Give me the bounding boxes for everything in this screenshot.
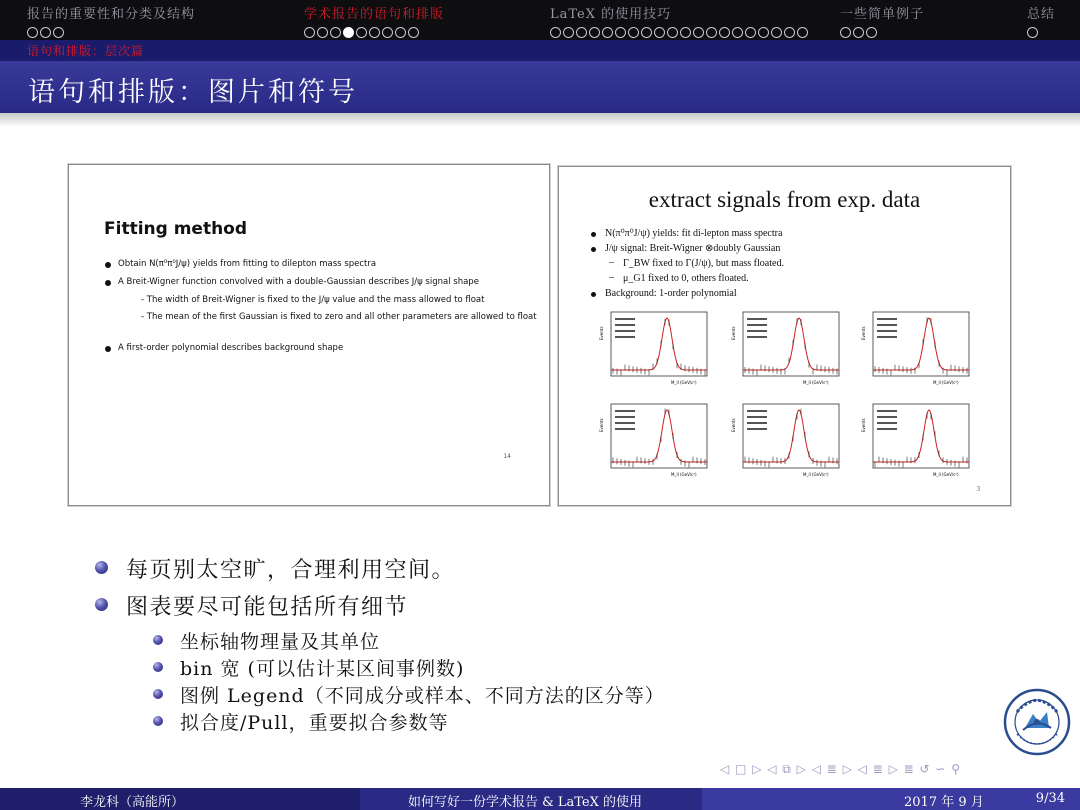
bullet-ball-icon: [153, 716, 163, 726]
fit-plot: [599, 310, 711, 388]
legend-line: [615, 422, 635, 424]
footer-right: [702, 788, 1080, 810]
nav-dot[interactable]: [408, 27, 419, 38]
plot-frame: [873, 404, 969, 468]
footer-author: 李龙科（高能所）: [0, 788, 360, 810]
slide-page-number: 3: [976, 485, 980, 493]
nav-section-title[interactable]: 一些简单例子: [840, 7, 925, 22]
legend-line: [877, 330, 897, 332]
bullet-item: [95, 590, 665, 627]
nav-dot[interactable]: [667, 27, 678, 38]
footer-title: 如何写好一份学术报告 & LaTeX 的使用: [360, 788, 702, 810]
legend-line: [877, 336, 897, 338]
legend-line: [747, 422, 767, 424]
embedded-slide-extract-signals: [558, 166, 1011, 506]
nav-dot[interactable]: [1027, 27, 1038, 38]
slide-subbullet: – μ_G1 fixed to 0, others floated.: [589, 273, 784, 288]
nav-dot[interactable]: [576, 27, 587, 38]
nav-dot[interactable]: [654, 27, 665, 38]
fit-plot: [599, 402, 711, 480]
legend-line: [877, 416, 897, 418]
legend-line: [747, 318, 767, 320]
sub-bullet-item: [95, 681, 665, 708]
x-axis-label: M_ll (GeV/c²): [671, 380, 697, 385]
nav-dots: [550, 27, 808, 39]
y-axis-label: Events: [731, 418, 736, 432]
nav-dot[interactable]: [719, 27, 730, 38]
nav-dots: [840, 27, 924, 39]
plot-frame: [611, 312, 707, 376]
x-axis-label: M_ll (GeV/c²): [933, 472, 959, 477]
plot-frame: [611, 404, 707, 468]
institute-seal-logo: [1003, 688, 1071, 756]
nav-dot[interactable]: [304, 27, 315, 38]
slide-title: extract signals from exp. data: [648, 187, 921, 212]
bullet-ball-icon: [153, 635, 163, 645]
footer-page-number: 9/34: [1035, 791, 1065, 806]
nav-dot[interactable]: [866, 27, 877, 38]
x-axis-label: M_ll (GeV/c²): [671, 472, 697, 477]
title-shadow: [0, 113, 1080, 127]
nav-section-2[interactable]: [304, 3, 444, 37]
nav-dot[interactable]: [706, 27, 717, 38]
legend-line: [747, 336, 767, 338]
bullet-text: 拟合度/Pull，重要拟合参数等: [180, 712, 449, 734]
fit-plot: [861, 310, 973, 388]
x-axis-label: M_ll (GeV/c²): [803, 380, 829, 385]
slide-subbullet: – Γ_BW fixed to Γ(J/ψ), but mass floated.: [589, 258, 784, 273]
legend-line: [615, 416, 635, 418]
legend-line: [877, 422, 897, 424]
footer: [0, 788, 1080, 810]
y-axis-label: Events: [599, 418, 604, 432]
slide-title: Fitting method: [104, 219, 248, 239]
nav-dot[interactable]: [758, 27, 769, 38]
bullet-text: 图表要尽可能包括所有细节: [126, 595, 409, 620]
legend-line: [747, 416, 767, 418]
slide-bullet: Background: 1-order polynomial: [589, 288, 784, 303]
nav-section-title[interactable]: 报告的重要性和分类及结构: [27, 7, 196, 22]
nav-dot-current[interactable]: [343, 27, 354, 38]
fit-plot: [731, 402, 843, 480]
x-axis-label: M_ll (GeV/c²): [933, 380, 959, 385]
nav-dot[interactable]: [784, 27, 795, 38]
plot-frame: [743, 312, 839, 376]
legend-line: [747, 428, 767, 430]
nav-dot[interactable]: [602, 27, 613, 38]
legend-line: [747, 330, 767, 332]
legend-line: [877, 428, 897, 430]
nav-dot[interactable]: [317, 27, 328, 38]
slide-bullet-list: [105, 259, 537, 361]
sub-bullet-item: [95, 654, 665, 681]
nav-dots: [27, 27, 195, 39]
bullet-text: bin 宽 (可以估计某区间事例数): [180, 658, 465, 680]
nav-dot[interactable]: [771, 27, 782, 38]
embedded-slide-fitting-method: [68, 164, 550, 506]
nav-dot[interactable]: [680, 27, 691, 38]
slide-page-number: 14: [503, 453, 511, 460]
footer-date: 2017 年 9 月: [904, 795, 984, 810]
plot-frame: [873, 312, 969, 376]
slide-bullet: N(π⁰π⁰J/ψ) yields: fit di-lepton mass spectra: [589, 228, 784, 243]
legend-line: [877, 410, 897, 412]
bullet-item: [95, 553, 665, 590]
nav-section-5[interactable]: [1027, 3, 1055, 37]
main-bullet-list: [95, 553, 665, 735]
nav-dot[interactable]: [693, 27, 704, 38]
frame-title: 语句和排版：图片和符号: [28, 77, 358, 108]
slide-bullet: A first-order polynomial describes background shape: [105, 343, 537, 361]
nav-dot[interactable]: [797, 27, 808, 38]
nav-dot[interactable]: [356, 27, 367, 38]
section-navigation: [0, 0, 1080, 40]
nav-dot[interactable]: [382, 27, 393, 38]
bullet-ball-icon: [153, 689, 163, 699]
nav-dot[interactable]: [369, 27, 380, 38]
nav-dot[interactable]: [641, 27, 652, 38]
nav-dot[interactable]: [550, 27, 561, 38]
legend-line: [615, 324, 635, 326]
legend-line: [615, 330, 635, 332]
nav-dots: [304, 27, 444, 39]
subsection-title[interactable]: 语句和排版：层次篇: [27, 44, 145, 58]
slide-bullet: J/ψ signal: Breit-Wigner ⊗doubly Gaussian: [589, 243, 784, 258]
bullet-ball-icon: [95, 561, 108, 574]
nav-section-4[interactable]: [840, 3, 924, 37]
nav-dot[interactable]: [395, 27, 406, 38]
legend-line: [877, 324, 897, 326]
frame-title-bar: [0, 61, 1080, 113]
y-axis-label: Events: [861, 326, 866, 340]
slide-bullet: Obtain N(π⁰π⁰J/ψ) yields from fitting to dilepton mass spectra: [105, 259, 537, 277]
nav-dot[interactable]: [40, 27, 51, 38]
sub-bullet-item: [95, 708, 665, 735]
y-axis-label: Events: [861, 418, 866, 432]
fit-plot: [731, 310, 843, 388]
bullet-text: 坐标轴物理量及其单位: [180, 631, 381, 653]
legend-line: [747, 324, 767, 326]
nav-section-title[interactable]: 总结: [1027, 7, 1056, 22]
y-axis-label: Events: [731, 326, 736, 340]
legend-line: [615, 410, 635, 412]
sub-bullet-item: [95, 627, 665, 654]
nav-dot[interactable]: [330, 27, 341, 38]
legend-line: [615, 336, 635, 338]
x-axis-label: M_ll (GeV/c²): [803, 472, 829, 477]
legend-line: [877, 318, 897, 320]
fit-plot: [861, 402, 973, 480]
nav-dot[interactable]: [840, 27, 851, 38]
nav-dot[interactable]: [589, 27, 600, 38]
nav-dot[interactable]: [563, 27, 574, 38]
slide-subbullet: - The width of Breit-Wigner is fixed to the J/ψ value and the mass allowed to float: [141, 295, 485, 305]
nav-section-3[interactable]: [550, 3, 808, 37]
bullet-text: 每页别太空旷，合理利用空间。: [126, 558, 456, 583]
slide-bullet: A Breit-Wigner function convolved with a double-Gaussian describes J/ψ signal shape: [105, 277, 537, 295]
beamer-navigation-symbols[interactable]: ◁ □ ▷ ◁ ⧉ ▷ ◁ ≣ ▷ ◁ ≣ ▷ ≣ ↺ ∽ ⚲: [720, 762, 962, 776]
nav-dot[interactable]: [615, 27, 626, 38]
subsection-bar: [0, 40, 1080, 61]
nav-section-title[interactable]: LaTeX 的使用技巧: [550, 7, 672, 22]
y-axis-label: Events: [599, 326, 604, 340]
nav-dots: [1027, 27, 1055, 39]
plot-frame: [743, 404, 839, 468]
nav-dot[interactable]: [628, 27, 639, 38]
nav-section-1[interactable]: [27, 3, 195, 37]
legend-line: [615, 318, 635, 320]
bullet-text: 图例 Legend（不同成分或样本、不同方法的区分等）: [180, 685, 665, 707]
nav-dot[interactable]: [27, 27, 38, 38]
nav-dot[interactable]: [745, 27, 756, 38]
bullet-ball-icon: [95, 598, 108, 611]
nav-dot[interactable]: [53, 27, 64, 38]
slide-bullet-list: [589, 228, 784, 303]
nav-section-title[interactable]: 学术报告的语句和排版: [304, 7, 445, 22]
legend-line: [747, 410, 767, 412]
slide-subbullet: - The mean of the first Gaussian is fixed to zero and all other parameters are allowed to float: [141, 312, 537, 322]
nav-dot[interactable]: [732, 27, 743, 38]
legend-line: [615, 428, 635, 430]
nav-dot[interactable]: [853, 27, 864, 38]
bullet-ball-icon: [153, 662, 163, 672]
